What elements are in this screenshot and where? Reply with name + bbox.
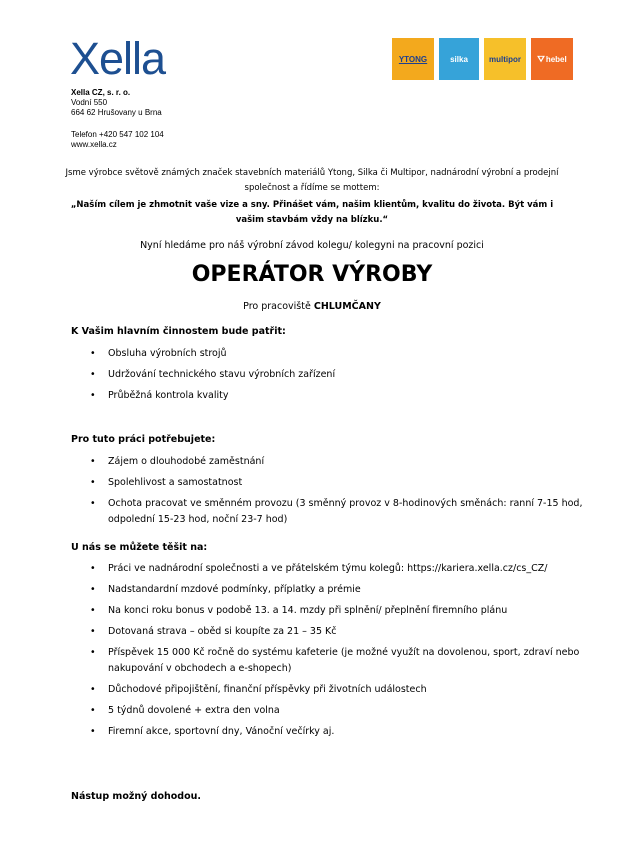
hebel-logo [531,38,573,80]
list-item: • 5 týdnů dovolené + extra den volna [71,703,591,719]
bullet-icon: • [90,369,96,380]
list-item: • Důchodové připojištění, finanční příspěvky při životních událostech [71,682,591,698]
bullet-icon: • [90,626,96,637]
bullet-icon: • [90,605,96,616]
job-title: OPERÁTOR VÝROBY [191,262,433,287]
bullet-icon: • [90,390,96,401]
bullet-icon: • [90,684,96,695]
company-phone: Telefon +420 547 102 104 [71,130,164,139]
xella-logo: Xella [70,33,166,84]
bullet-icon: • [90,584,96,595]
workplace-location: CHLUMČANY [313,301,381,312]
company-address [71,88,164,150]
section-heading: U nás se můžete těšit na: [71,542,208,553]
hebel-label: hebel [545,54,567,64]
list-item: • Udržování technického stavu výrobních zařízení [71,367,591,383]
company-street: Vodní 550 [71,98,108,107]
section-benefits [71,541,591,745]
bullet-icon: • [90,563,96,574]
bullet-icon: • [90,705,96,716]
bullet-icon: • [90,456,96,467]
bullet-icon: • [90,647,96,658]
list-item: • Nadstandardní mzdové podmínky, příplatky a prémie [71,582,591,598]
company-motto: „Naším cílem je zhmotnit vaše vize a sny. Přinášet vám, našim klientům, kvalitu do života. Být vám i vašim stavbám vždy na blízku.“ [70,200,554,225]
company-name: Xella CZ, s. r. o. [71,88,131,97]
list-item: • Zájem o dlouhodobé zaměstnání [71,454,591,470]
bullet-icon: • [90,726,96,737]
bullet-icon: • [90,477,96,488]
company-web: www.xella.cz [71,140,117,149]
workplace-line [60,299,564,314]
bullet-icon: • [90,498,96,509]
section-duties [71,325,591,409]
bullet-icon: • [90,348,96,359]
list-item: • Na konci roku bonus v podobě 13. a 14. mzdy při splnění/ přeplnění firemního plánu [71,603,591,619]
list-item: • Obsluha výrobních strojů [71,346,591,362]
start-note: Nástup možný dohodou. [71,791,201,802]
multipor-logo: multipor [484,38,526,80]
workplace-prefix: Pro pracoviště [243,301,311,312]
list-item: • Práci ve nadnárodní společnosti a ve přátelském týmu kolegů: https://kariera.xella.cz/cs_CZ/ [71,561,591,577]
brand-logos [392,38,573,80]
list-item: • Ochota pracovat ve směnném provozu (3 směnný provoz v 8-hodinových směnách: ranní 7-15 hod, odpolední 15-23 hod, noční 23-7 hod) [90,498,583,525]
list-item: • Dotovaná strava – oběd si koupíte za 21 – 35 Kč [71,624,591,640]
ytong-logo: YTONG [392,38,434,80]
silka-logo: silka [439,38,479,80]
section-requirements [71,433,591,533]
section-heading: K Vašim hlavním činnostem bude patřit: [71,326,286,337]
intro-text: Jsme výrobce světově známých značek stavebních materiálů Ytong, Silka či Multipor, nadnárodní výrobní a prodejní společnost a řídíme se mottem: [65,168,559,193]
company-city: 664 62 Hrušovany u Brna [71,108,162,117]
section-heading: Pro tuto práci potřebujete: [71,434,216,445]
list-item: • Spolehlivost a samostatnost [71,475,591,491]
list-item: • Příspěvek 15 000 Kč ročně do systému kafeterie (je možné využít na dovolenou, sport, zdraví nebo nakupování v obchodech a e-shopech) [90,647,580,674]
hiring-text: Nyní hledáme pro náš výrobní závod kolegu/ kolegyni na pracovní pozici [140,240,484,251]
list-item: • Průběžná kontrola kvality [71,388,591,404]
hebel-roof-icon: ⛛ [537,53,545,64]
list-item: • Firemní akce, sportovní dny, Vánoční večírky aj. [71,724,591,740]
